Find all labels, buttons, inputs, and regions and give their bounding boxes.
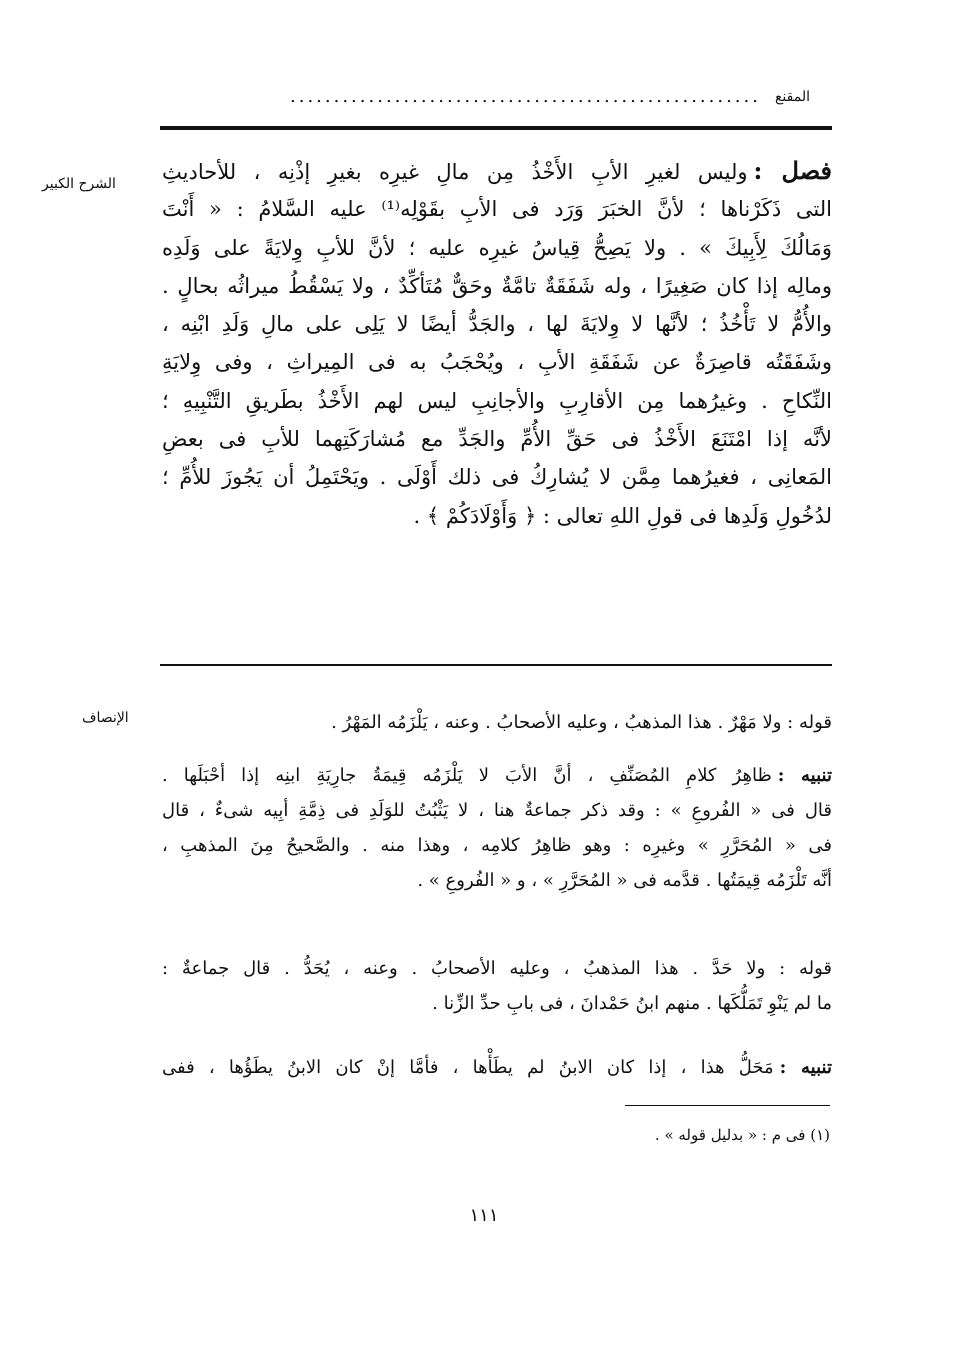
insaf-line: تنبيه :مَحَلُّ هذا ، إذا كان الابنُ لم يطَأْها ، فأمَّا إنْ كان الابنُ يطَؤُها ، ففى bbox=[162, 1057, 832, 1078]
sharh-line: التى ذَكَرْناها ؛ لأنَّ الخبَرَ وَرَد فى الأبِ بقَوْلِه⁽¹⁾ عليه السَّلامُ : « أَنْتَ bbox=[162, 197, 832, 222]
insaf-line: قال فى « الفُروعِ » : وقد ذكر جماعةٌ هنا ، لا يَثْبُتُ للوَلَدِ فى ذِمَّةِ أبِيه شىءٌ ، قال bbox=[162, 800, 832, 821]
section-heading: فصل : bbox=[753, 156, 832, 185]
sharh-line: ومالِه إذا كان صَغِيرًا ، وله شَفَقَةٌ تامَّةٌ وحَقٌّ مُتَأكِّدٌ ، ولا يَسْقُطُ ميراثُه بحالٍ . bbox=[162, 273, 832, 298]
insaf-line: قوله : ولا مَهْرٌ . هذا المذهبُ ، وعليه الأصحابُ . وعنه ، يَلْزَمُه المَهْرُ . bbox=[331, 712, 832, 733]
sharh-line: لدُخُولِ وَلَدِها فى قولِ اللهِ تعالى : ﴿ وَأَوْلَادَكُمْ ﴾ . bbox=[413, 503, 832, 528]
footnote-rule bbox=[625, 1105, 830, 1106]
insaf-line: قوله : ولا حَدَّ . هذا المذهبُ ، وعليه الأصحابُ . وعنه ، يُحَدُّ . قال جماعةٌ : bbox=[162, 958, 832, 979]
side-label-sharh: الشرح الكبير bbox=[42, 176, 116, 192]
section-divider bbox=[160, 664, 832, 666]
insaf-paragraph bbox=[162, 758, 832, 898]
insaf-paragraph bbox=[162, 1050, 832, 1085]
dotted-leader: ...................................................... bbox=[290, 88, 761, 106]
side-label-insaf: الإنصاف bbox=[82, 710, 129, 726]
header-rule bbox=[160, 126, 832, 130]
footnote: (١) فى م : « بدليل قوله » . bbox=[654, 1126, 830, 1144]
note-label: تنبيه : bbox=[777, 765, 832, 786]
insaf-line: تنبيه :ظاهِرُ كلامِ المُصَنِّفِ ، أنَّ الأبَ لا يَلْزَمُه قِيمَةُ جارِيَةِ ابنِه إذا أحْبَلَها . bbox=[162, 765, 832, 786]
sharh-line: وَمَالُكَ لِأَبِيكَ » . ولا يَصِحُّ قِياسُ غيرِه عليه ؛ لأنَّ للأبِ وِلايَةً على وَلَدِه bbox=[162, 235, 832, 260]
running-head bbox=[160, 82, 810, 112]
page-number: ١١١ bbox=[469, 1205, 499, 1226]
insaf-line: أنَّه تَلْزَمُه قِيمَتُها . قدَّمه فى « المُحَرَّرِ » ، و « الفُروعِ » . bbox=[417, 870, 832, 891]
insaf-paragraph bbox=[162, 705, 832, 740]
running-title: المقنع bbox=[774, 89, 810, 105]
insaf-line: ما لم يَنْوِ تَمَلُّكَها . منهم ابنُ حَمْدانَ ، فى بابِ حدِّ الزِّنا . bbox=[432, 993, 832, 1014]
sharh-line: وشَفَقَتُه قاصِرَةٌ عن شَفَقَةِ الأبِ ، ويُحْجَبُ به فى المِيراثِ ، وفى وِلايَةِ bbox=[162, 350, 832, 375]
sharh-line: المَعانِى ، فغيرُهما مِمَّن لا يُشارِكُ فى ذلك أَوْلَى . ويَحْتَمِلُ أن يَجُوزَ للأُمِّ ؛ bbox=[162, 465, 832, 490]
insaf-paragraph bbox=[162, 951, 832, 1021]
insaf-line: فى « المُحَرَّرِ » وغيرِه : وهو ظاهِرُ كلامِه ، وهذا منه . والصَّحيحُ مِنَ المذهبِ ، bbox=[162, 835, 832, 856]
note-label: تنبيه : bbox=[779, 1057, 832, 1078]
sharh-line: لأنَّه إذا امْتَنَعَ الأَخْذُ فى حَقِّ الأُمِّ والجَدِّ مع مُشارَكَتِهما للأبِ فى بعضِ bbox=[162, 427, 832, 452]
sharh-line: النِّكاحِ . وغيرُهما مِن الأقارِبِ والأجانِبِ ليس لهم الأَخْذُ بطَريقِ التَّنْبِيهِ ؛ bbox=[162, 388, 832, 413]
sharh-line: والأُمُّ لا تَأْخُذُ ؛ لأنَّها لا وِلايَةَ لها ، والجَدُّ أيضًا لا يَلِى على مالِ وَلَدِ ابْنِه ، bbox=[162, 312, 832, 337]
sharh-section bbox=[162, 152, 832, 535]
sharh-line: فصل :وليس لغيرِ الأبِ الأَخْذُ مِن مالِ غيرِه بغيرِ إذْنِه ، للأحاديثِ bbox=[162, 156, 832, 185]
